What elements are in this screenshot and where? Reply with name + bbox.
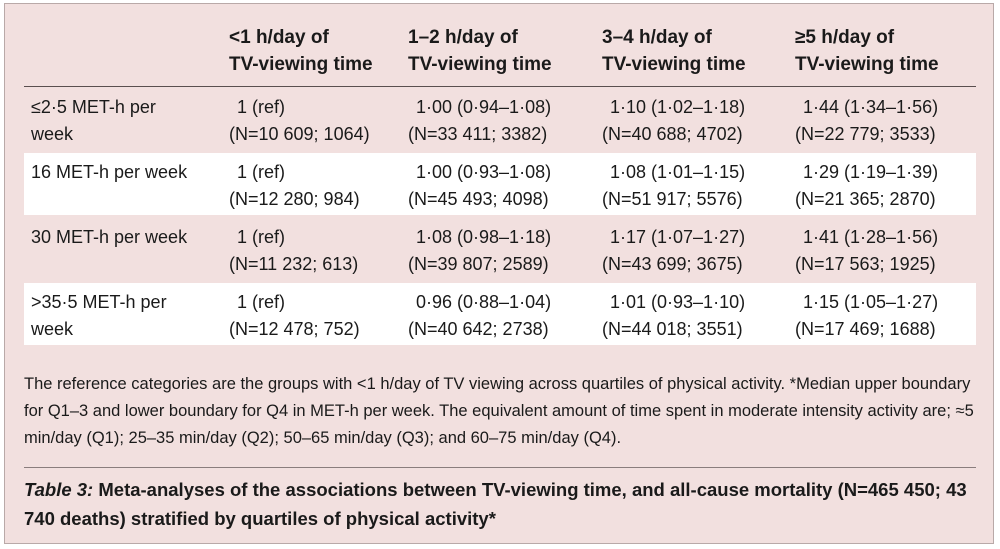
cell-counts: (N=12 280; 984) <box>229 189 360 209</box>
table-cell <box>229 224 358 278</box>
cell-counts: (N=44 018; 3551) <box>602 319 743 339</box>
cell-counts: (N=40 642; 2738) <box>408 319 549 339</box>
table-cell <box>602 224 745 278</box>
table-footnote: The reference categories are the groups with <1 h/day of TV viewing across quartiles of physical activity. *Median upper boundary for Q1–3 and lower boundary for Q4 in MET-h per week. The equivalent amount of time spent in moderate intensity activity are; ≈5 min/day (Q1); 25–35 min/day (Q2); 50–65 min/day (Q3); and 60–75 min/day (Q4). <box>24 375 974 447</box>
cell-estimate: 1·10 (1·02–1·18) <box>610 97 746 117</box>
cell-counts: (N=17 563; 1925) <box>795 254 936 274</box>
row-label <box>31 289 167 343</box>
column-header-line2: TV-viewing time <box>229 54 373 75</box>
cell-counts: (N=10 609; 1064) <box>229 124 370 144</box>
cell-estimate: 1·41 (1·28–1·56) <box>803 227 939 247</box>
row-label-line1: 16 MET-h per week <box>31 162 188 182</box>
divider <box>24 467 976 468</box>
column-header-line1: ≥5 h/day of <box>795 27 895 48</box>
table-cell <box>795 289 938 343</box>
table-header <box>24 24 976 87</box>
column-header <box>229 24 373 78</box>
table-cell <box>795 159 938 213</box>
table-cell <box>408 224 551 278</box>
column-header-line1: <1 h/day of <box>229 27 329 48</box>
cell-counts: (N=45 493; 4098) <box>408 189 549 209</box>
cell-estimate: 1 (ref) <box>237 292 286 312</box>
table-cell <box>408 159 551 213</box>
column-header-line1: 3–4 h/day of <box>602 27 712 48</box>
column-header-line1: 1–2 h/day of <box>408 27 518 48</box>
table-caption-text: Meta-analyses of the associations between TV-viewing time, and all-cause mortality (N=465 450; 43 740 deaths) stratified by quartiles of physical activity* <box>24 479 967 529</box>
cell-counts: (N=11 232; 613) <box>229 254 359 274</box>
table-row <box>24 283 976 345</box>
table-cell <box>602 159 745 213</box>
table-cell <box>229 159 360 213</box>
cell-counts: (N=33 411; 3382) <box>408 124 548 144</box>
cell-estimate: 1 (ref) <box>237 162 286 182</box>
table-cell <box>229 94 370 148</box>
column-header-line2: TV-viewing time <box>408 54 552 75</box>
table-panel <box>4 3 994 544</box>
row-label-line2: week <box>31 319 74 339</box>
cell-counts: (N=43 699; 3675) <box>602 254 743 274</box>
table-cell <box>229 289 360 343</box>
cell-estimate: 1·29 (1·19–1·39) <box>803 162 939 182</box>
table-cell <box>408 289 551 343</box>
row-label <box>31 159 187 186</box>
table-cell <box>602 289 745 343</box>
cell-estimate: 1 (ref) <box>237 227 286 247</box>
column-header <box>795 24 939 78</box>
cell-estimate: 1·15 (1·05–1·27) <box>803 292 939 312</box>
row-label-line1: >35·5 MET-h per <box>31 292 167 312</box>
table-cell <box>602 94 745 148</box>
cell-estimate: 1·00 (0·94–1·08) <box>416 97 552 117</box>
table-cell <box>795 94 938 148</box>
cell-estimate: 1·08 (0·98–1·18) <box>416 227 552 247</box>
cell-estimate: 1 (ref) <box>237 97 286 117</box>
column-header-line2: TV-viewing time <box>602 54 746 75</box>
cell-counts: (N=40 688; 4702) <box>602 124 743 144</box>
cell-counts: (N=39 807; 2589) <box>408 254 549 274</box>
cell-estimate: 1·01 (0·93–1·10) <box>610 292 746 312</box>
cell-estimate: 1·08 (1·01–1·15) <box>610 162 746 182</box>
table-row <box>24 153 976 215</box>
table-caption-label: Table 3: <box>24 479 94 500</box>
cell-counts: (N=51 917; 5576) <box>602 189 743 209</box>
cell-estimate: 1·17 (1·07–1·27) <box>610 227 746 247</box>
cell-counts: (N=12 478; 752) <box>229 319 360 339</box>
column-header <box>602 24 746 78</box>
column-header-line2: TV-viewing time <box>795 54 939 75</box>
row-label <box>31 94 156 148</box>
cell-counts: (N=21 365; 2870) <box>795 189 936 209</box>
table-caption <box>24 475 979 533</box>
cell-estimate: 0·96 (0·88–1·04) <box>416 292 552 312</box>
row-label-line1: ≤2·5 MET-h per <box>31 97 156 117</box>
table-cell <box>795 224 938 278</box>
cell-estimate: 1·00 (0·93–1·08) <box>416 162 552 182</box>
table-cell <box>408 94 551 148</box>
column-header <box>408 24 552 78</box>
cell-estimate: 1·44 (1·34–1·56) <box>803 97 939 117</box>
row-label-line2: week <box>31 124 74 144</box>
row-label <box>31 224 187 251</box>
cell-counts: (N=17 469; 1688) <box>795 319 936 339</box>
table-row <box>24 218 976 280</box>
table-row <box>24 88 976 150</box>
cell-counts: (N=22 779; 3533) <box>795 124 936 144</box>
row-label-line1: 30 MET-h per week <box>31 227 188 247</box>
